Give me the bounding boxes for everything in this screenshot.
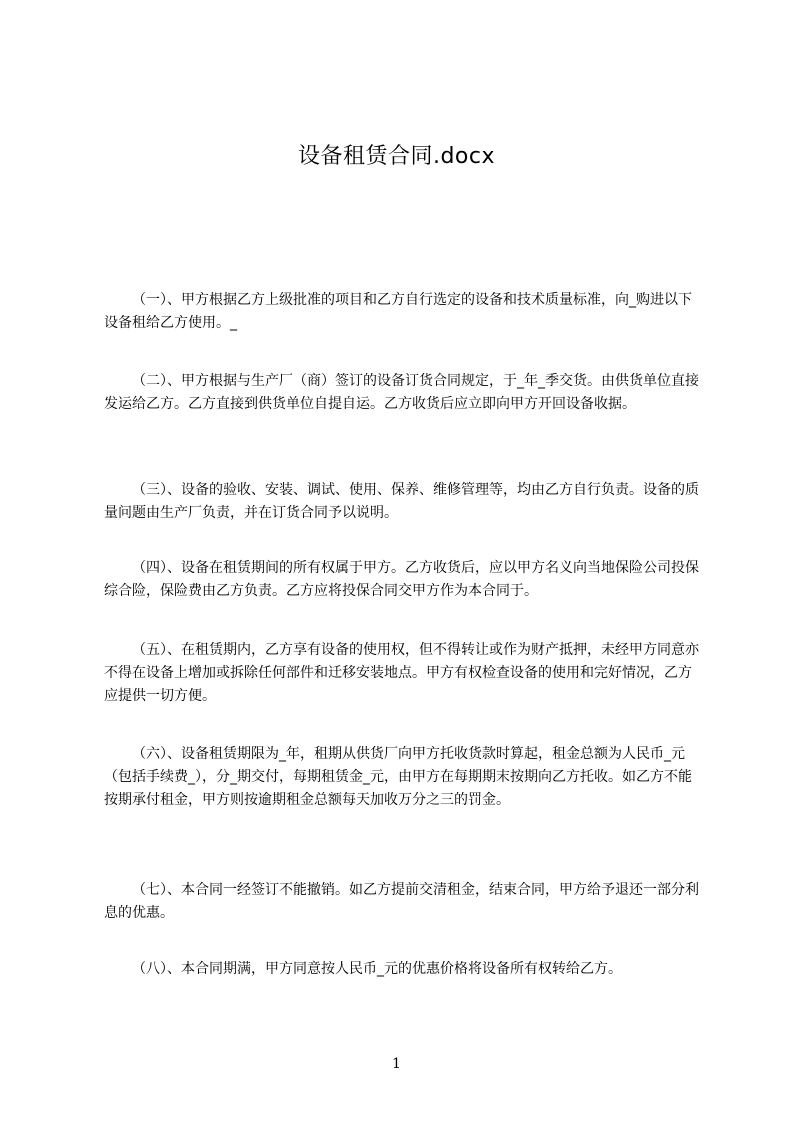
clause-paragraph-1: （一）、甲方根据乙方上级批准的项目和乙方自行选定的设备和技术质量标准，向_购进以下设备租给乙方使用。_ [104,292,692,331]
clause-paragraph-8: （八）、本合同期满，甲方同意按人民币_元的优惠价格将设备所有权转给乙方。 [132,961,622,977]
clause-paragraph-4: （四）、设备在租赁期间的所有权属于甲方。乙方收货后，应以甲方名义向当地保险公司投保综合险，保险费由乙方负责。乙方应将投保合同交甲方作为本合同于。 [104,560,699,599]
clause-paragraph-6: （六）、设备租赁期限为_年，租期从供货厂向甲方托收货款时算起，租金总额为人民币_元（包括手续费_），分_期交付，每期租赁金_元，由甲方在每期期末按期向乙方托收。如乙方不能按期承付租金，甲方则按逾期租金总额每天加收万分之三的罚金。 [104,746,692,808]
clause-paragraph-7: （七）、本合同一经签订不能撤销。如乙方提前交清租金，结束合同，甲方给予退还一部分利息的优惠。 [104,882,699,921]
clause-paragraph-5: （五）、在租赁期内，乙方享有设备的使用权，但不得转让或作为财产抵押，未经甲方同意亦不得在设备上增加或拆除任何部件和迁移安装地点。甲方有权检查设备的使用和完好情况，乙方应提供一切方便。 [104,642,699,704]
document-title: 设备租赁合同.docx [297,144,496,169]
page-number: 1 [392,1056,401,1072]
clause-paragraph-3: （三）、设备的验收、安装、调试、使用、保养、维修管理等，均由乙方自行负责。设备的质量问题由生产厂负责，并在订货合同予以说明。 [104,482,699,521]
clause-paragraph-2: （二）、甲方根据与生产厂（商）签订的设备订货合同规定，于_年_季交货。由供货单位直接发运给乙方。乙方直接到供货单位自提自运。乙方收货后应立即向甲方开回设备收据。 [104,373,699,412]
